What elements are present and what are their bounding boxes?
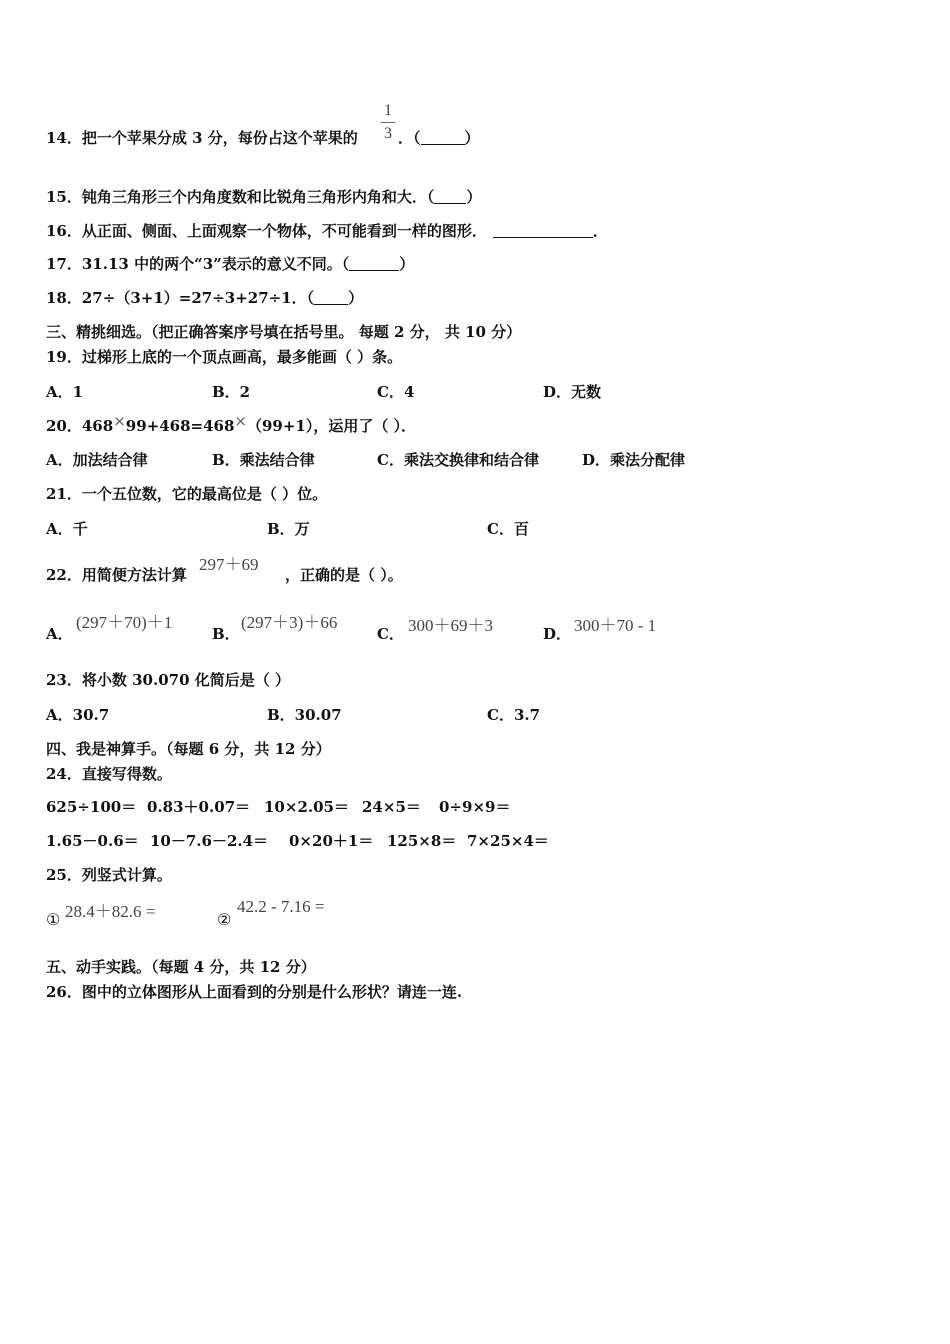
q21-option-c[interactable]: C．百 [487,520,529,538]
q17-text: 17．31.13 中的两个“3”表示的意义不同。（ [46,255,350,273]
q19-option-a[interactable]: A．1 [46,383,84,401]
q21-option-a[interactable]: A．千 [46,520,88,538]
calc-item: 1.65－0.6＝ [46,832,139,850]
q22-option-d-label[interactable]: D． [543,625,572,643]
q23-option-c[interactable]: C．3.7 [487,706,541,724]
times-sign: × [113,412,126,430]
question-22 [46,565,187,585]
q22-option-b-label[interactable]: B． [212,625,240,643]
q22-option-b-expr: (297＋3)＋66 [241,613,338,632]
q14-answer [398,128,480,148]
q20-part2: 99+468=468 [125,417,235,435]
question-14 [46,128,358,148]
q22-suffix: ，正确的是（ ）。 [285,566,403,584]
q16-text: 16．从正面、侧面、上面观察一个物体，不可能看到一样的图形． [46,222,487,240]
q22-expression: 297＋69 [199,555,259,574]
question-18 [46,288,363,308]
q19-option-b[interactable]: B．2 [212,383,251,401]
q20-option-a[interactable]: A．加法结合律 [46,451,148,469]
q23-option-b[interactable]: B．30.07 [267,706,342,724]
answer-blank[interactable] [434,189,466,204]
question-25: 25．列竖式计算。 [46,866,172,884]
q25-expr-1: 28.4＋82.6 = [65,902,156,921]
q14-text: 14．把一个苹果分成 3 分，每份占这个苹果的 [46,129,358,147]
q22-option-d-expr: 300＋70 - 1 [574,616,657,635]
question-16 [46,221,608,241]
q18-close: ） [348,289,364,307]
calc-item: 0.83＋0.07＝ [147,798,251,816]
q20-part1: 20．468 [46,417,114,435]
q17-close: ） [399,255,415,273]
q20-option-b[interactable]: B．乘法结合律 [212,451,315,469]
q15-close: ） [466,188,482,206]
question-20 [46,412,417,436]
times-sign: × [234,412,247,430]
q14-fraction [381,102,395,143]
question-17 [46,254,414,274]
q14-numerator: 1 [384,102,392,119]
q20-option-c[interactable]: C．乘法交换律和结合律 [377,451,539,469]
section-4-title: 四、我是神算手。（每题 6 分，共 12 分） [46,740,331,758]
circled-one-mark: ① [46,910,61,929]
calc-item: 625÷100＝ [46,798,137,816]
question-24: 24．直接写得数。 [46,765,172,783]
question-26: 26．图中的立体图形从上面看到的分别是什么形状？请连一连. [46,983,463,1001]
question-19: 19．过梯形上底的一个顶点画高，最多能画（ ）条。 [46,348,403,366]
question-21: 21．一个五位数，它的最高位是（ ）位。 [46,485,328,503]
q15-text: 15．钝角三角形三个内角度数和比锐角三角形内角和大．（ [46,188,435,206]
q22-option-c-label[interactable]: C． [377,625,404,643]
circled-two-mark: ② [217,910,232,929]
q21-option-b[interactable]: B．万 [267,520,310,538]
q18-text: 18．27÷（3+1）=27÷3+27÷1．（ [46,289,315,307]
calc-item: 24×5＝ [362,798,421,816]
q16-end: ． [592,222,608,240]
q25-expr-2: 42.2 - 7.16 = [237,897,325,916]
question-15 [46,187,481,207]
q22-option-a-label[interactable]: A． [46,625,73,643]
q19-option-d[interactable]: D．无数 [543,383,602,401]
calc-item: 0×20＋1＝ [289,832,374,850]
q23-option-a[interactable]: A．30.7 [46,706,110,724]
calc-item: 125×8＝ [387,832,457,850]
question-23: 23．将小数 30.070 化简后是（ ） [46,671,290,689]
section-5-title: 五、动手实践。（每题 4 分，共 12 分） [46,958,316,976]
answer-blank[interactable] [314,290,348,305]
answer-blank[interactable] [493,223,593,238]
calc-item: 0÷9×9＝ [439,798,511,816]
calc-item: 7×25×4＝ [467,832,549,850]
calc-item: 10×2.05＝ [264,798,349,816]
q20-option-d[interactable]: D．乘法分配律 [582,451,686,469]
answer-blank[interactable] [421,130,465,145]
answer-blank[interactable] [349,256,399,271]
q14-close: ） [464,129,480,147]
calc-item: 10－7.6－2.4＝ [150,832,269,850]
q22-option-c-expr: 300＋69＋3 [408,616,493,635]
q20-part3: （99+1），运用了（ ）． [246,417,417,435]
section-3-title: 三、精挑细选。（把正确答案序号填在括号里。 每题 2 分， 共 10 分） [46,323,522,341]
q19-option-c[interactable]: C．4 [377,383,415,401]
q14-denominator: 3 [384,125,392,142]
q14-suffix: ．（ [398,129,421,147]
q22-option-a-expr: (297＋70)＋1 [76,613,173,632]
q22-prefix: 22．用简便方法计算 [46,566,187,584]
